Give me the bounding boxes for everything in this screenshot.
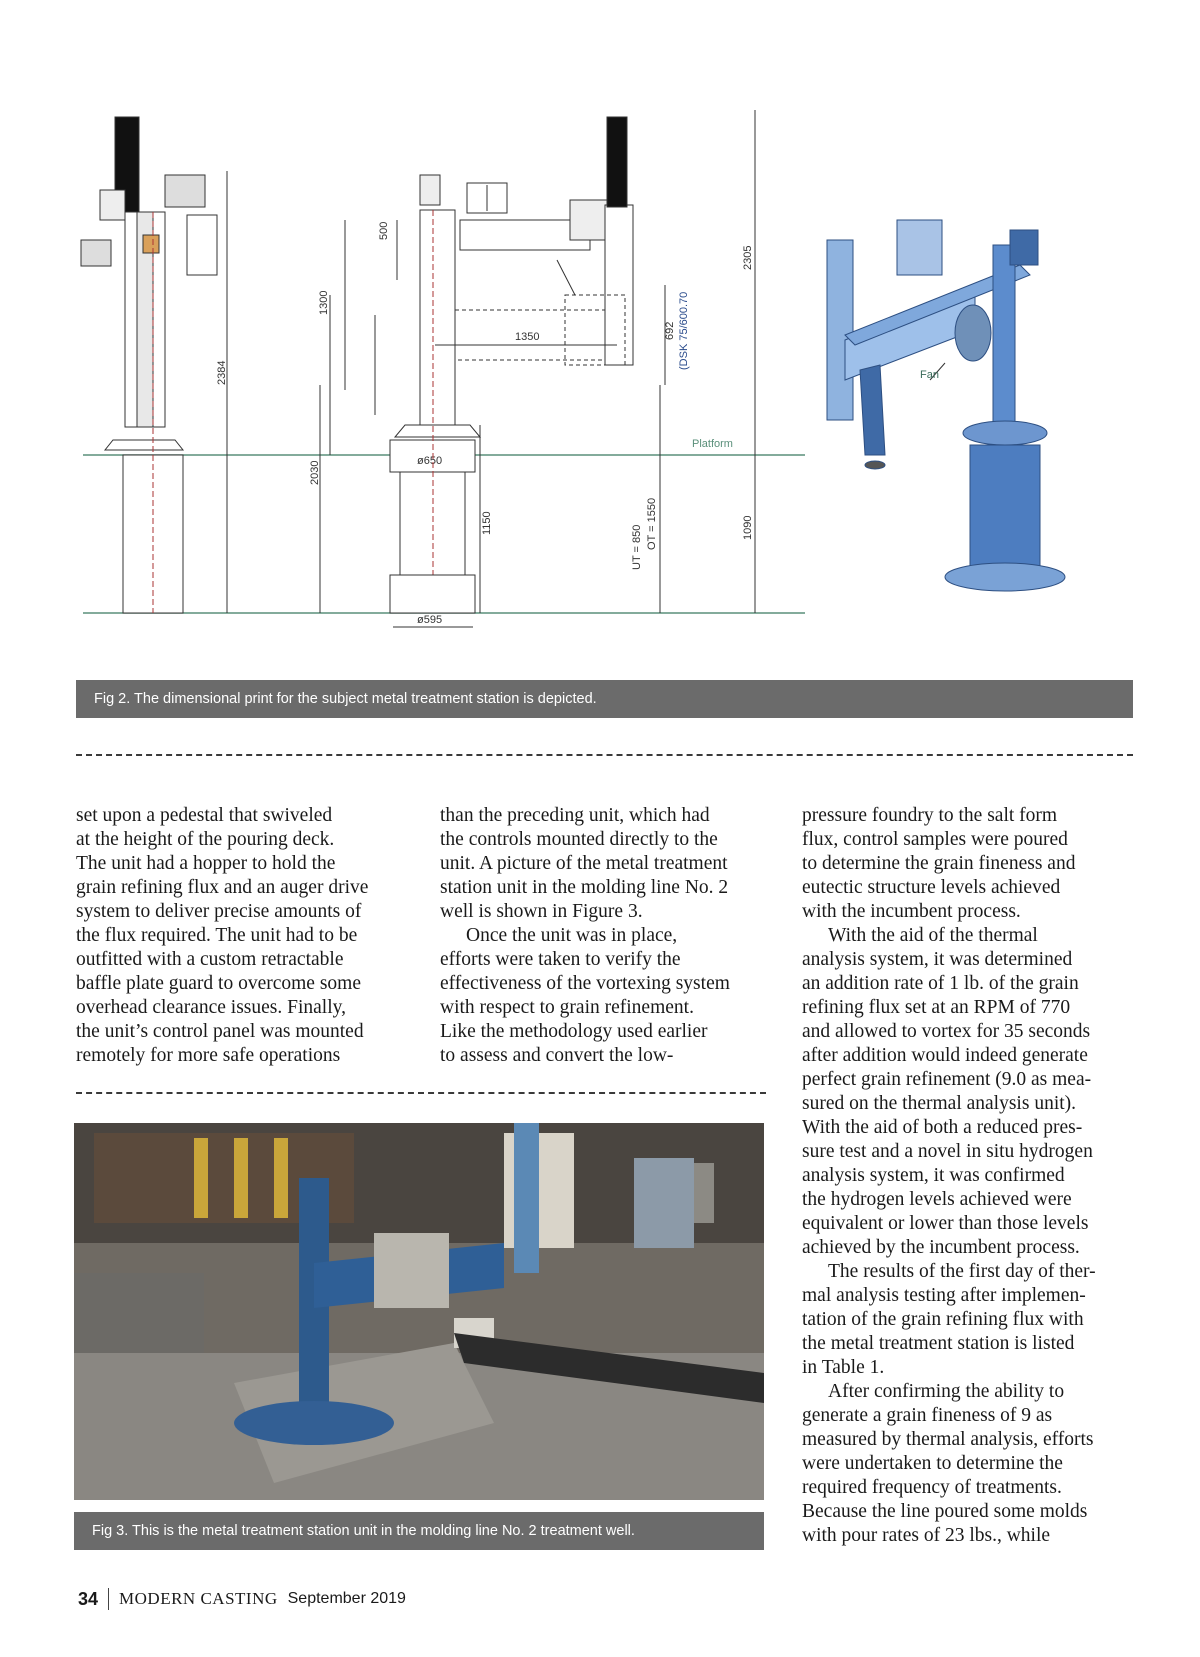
dim-ut: UT = 850 xyxy=(631,524,643,570)
dim-1150: 1150 xyxy=(481,511,493,535)
page-footer xyxy=(78,1584,406,1614)
text-column-3 xyxy=(802,804,1137,1548)
dim-692: 692 xyxy=(664,321,676,340)
dim-1300: 1300 xyxy=(318,290,330,315)
page-number: 34 xyxy=(78,1588,99,1609)
paragraph: With the aid of the thermal analysis system, it was determined an addition rate of 1 lb. of the grain refining flux set at an RPM of 770 and allowed to vortex for 35 seconds after addition would indeed generate perfect grain refinement (9.0 as mea- sured on the thermal analysis unit). With the aid of both a reduced pres- sure test and a novel in situ hydrogen analysis system, it was confirmed the hydrogen levels achieved were equivalent or lower than those levels achieved by the incumbent process. xyxy=(802,925,1093,1258)
fan-label: Fan xyxy=(920,369,939,381)
front-view xyxy=(309,110,755,627)
paragraph: than the preceding unit, which had the controls mounted directly to the unit. A picture of the metal treatment station unit in the molding line No. 2 well is shown in Figure 3. xyxy=(440,805,729,922)
dim-1350: 1350 xyxy=(515,331,540,343)
section-divider xyxy=(76,1092,766,1094)
platform-label: Platform xyxy=(692,438,733,450)
section-divider xyxy=(76,754,1133,756)
text-column-1 xyxy=(76,804,416,1068)
dim-dsk: (DSK 75/600.70 xyxy=(678,291,690,370)
paragraph: pressure foundry to the salt form flux, control samples were poured to determine the grain fineness and eutectic structure levels achieved with the incumbent process. xyxy=(802,805,1076,922)
figure-3-caption: Fig 3. This is the metal treatment station unit in the molding line No. 2 treatment well. xyxy=(74,1512,764,1550)
issue-date: September 2019 xyxy=(287,1590,406,1607)
paragraph: After confirming the ability to generate a grain fineness of 9 as measured by thermal analysis, efforts were undertaken to determine the required frequency of treatments. Because the line poured some molds with pour rates of 23 lbs., while xyxy=(802,1381,1094,1546)
paragraph: set upon a pedestal that swiveled at the height of the pouring deck. The unit had a hopper to hold the grain refining flux and an auger drive system to deliver precise amounts of the flux required. The unit had to be outfitted with a custom retractable baffle plate guard to overcome some overhead clearance issues. Finally, the unit’s control panel was mounted remotely for more safe operations xyxy=(76,805,369,1066)
dim-500: 500 xyxy=(378,221,390,240)
dim-ot: OT = 1550 xyxy=(646,497,658,550)
dim-650: ø650 xyxy=(417,455,443,467)
dim-2384: 2384 xyxy=(216,360,228,385)
footer-separator xyxy=(108,1588,109,1610)
figure-2-caption: Fig 2. The dimensional print for the subject metal treatment station is depicted. xyxy=(76,680,1133,718)
paragraph: Once the unit was in place, efforts were taken to verify the effectiveness of the vortexing system with respect to grain refinement. Like the methodology used earlier to assess and convert the low- xyxy=(440,925,730,1066)
dim-2305: 2305 xyxy=(742,245,754,270)
paragraph: The results of the first day of ther- mal analysis testing after implemen- tation of the grain refining flux with the metal treatment station is listed in Table 1. xyxy=(802,1261,1096,1378)
magazine-name: MODERN CASTING xyxy=(119,1589,278,1608)
dim-1090: 1090 xyxy=(742,515,754,540)
dim-2030: 2030 xyxy=(309,460,321,485)
figure-2-drawing xyxy=(75,95,1135,670)
figure-3-photo xyxy=(74,1123,764,1500)
side-view xyxy=(81,117,228,613)
dim-595: ø595 xyxy=(417,614,443,626)
station-3d-render xyxy=(827,220,1065,591)
text-column-2 xyxy=(440,804,770,1068)
